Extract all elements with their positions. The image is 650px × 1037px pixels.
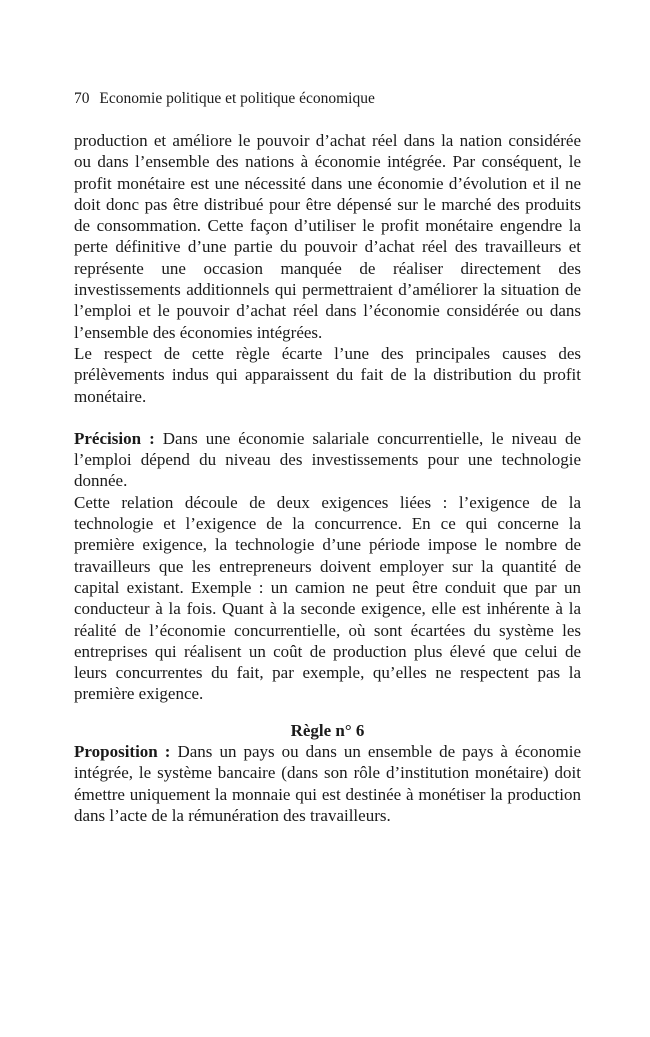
paragraph-spacer [74, 407, 581, 428]
proposition-text: Dans un pays ou dans un ensemble de pays à économie intégrée, le système bancaire (dans son rôle d’institution monétaire) doit émettre uniquement la monnaie qui est destinée à monétiser la production dans l’acte de la rémunération des travailleurs. [74, 742, 582, 825]
page-body [74, 130, 581, 826]
precision-label: Précision : [74, 428, 155, 448]
running-header [74, 90, 375, 108]
paragraph-continuation: production et améliore le pouvoir d’achat réel dans la nation considérée ou dans l’ensemble des nations à économie intégrée. Par conséquent, le profit monétaire est une nécessité dans une économie d’évolution et il ne doit donc pas être distribué pour être dépensé sur le marché des produits de consommation. Cette façon d’utiliser le profit monétaire engendre la perte définitive d’une partie du pouvoir d’achat réel des travailleurs et représente une occasion manquée de réaliser directement des investissements additionnels qui permettraient d’améliorer la situation de l’emploi et le pouvoir d’achat réel dans l’économie considérée ou dans l’ensemble des économies intégrées. [74, 131, 581, 342]
paragraph-precision [74, 428, 581, 492]
page-number: 70 [74, 90, 90, 107]
paragraph-proposition [74, 741, 581, 826]
running-title: Economie politique et politique économique [99, 90, 375, 107]
proposition-label: Proposition : [74, 742, 171, 762]
rule-title: Règle n° 6 [290, 720, 365, 740]
precision-text: Dans une économie salariale concurrentielle, le niveau de l’emploi dépend du niveau des investissements pour une technologie donnée. [74, 428, 581, 491]
paragraph-relation: Cette relation découle de deux exigences liées : l’exigence de la technologie et l’exigence de la concurrence. En ce qui concerne la première exigence, la technologie d’une période impose le nombre de travailleurs que les entrepreneurs doivent employer sur la quantité de capital existant. Exemple : un camion ne peut être conduit que par un conducteur à la fois. Quant à la seconde exigence, elle est inhérente à la réalité de l’économie concurrentielle, où sont écartées du système les entreprises qui réalisent un coût de production plus élevé que celui de leurs concurrentes du fait, par exemple, qu’elles ne respectent pas la première exigence. [74, 492, 581, 704]
paragraph-rule-respect: Le respect de cette règle écarte l’une des principales causes des prélèvements indus qui apparaissent du fait de la distribution du profit monétaire. [74, 343, 581, 406]
section-spacer [74, 705, 581, 720]
